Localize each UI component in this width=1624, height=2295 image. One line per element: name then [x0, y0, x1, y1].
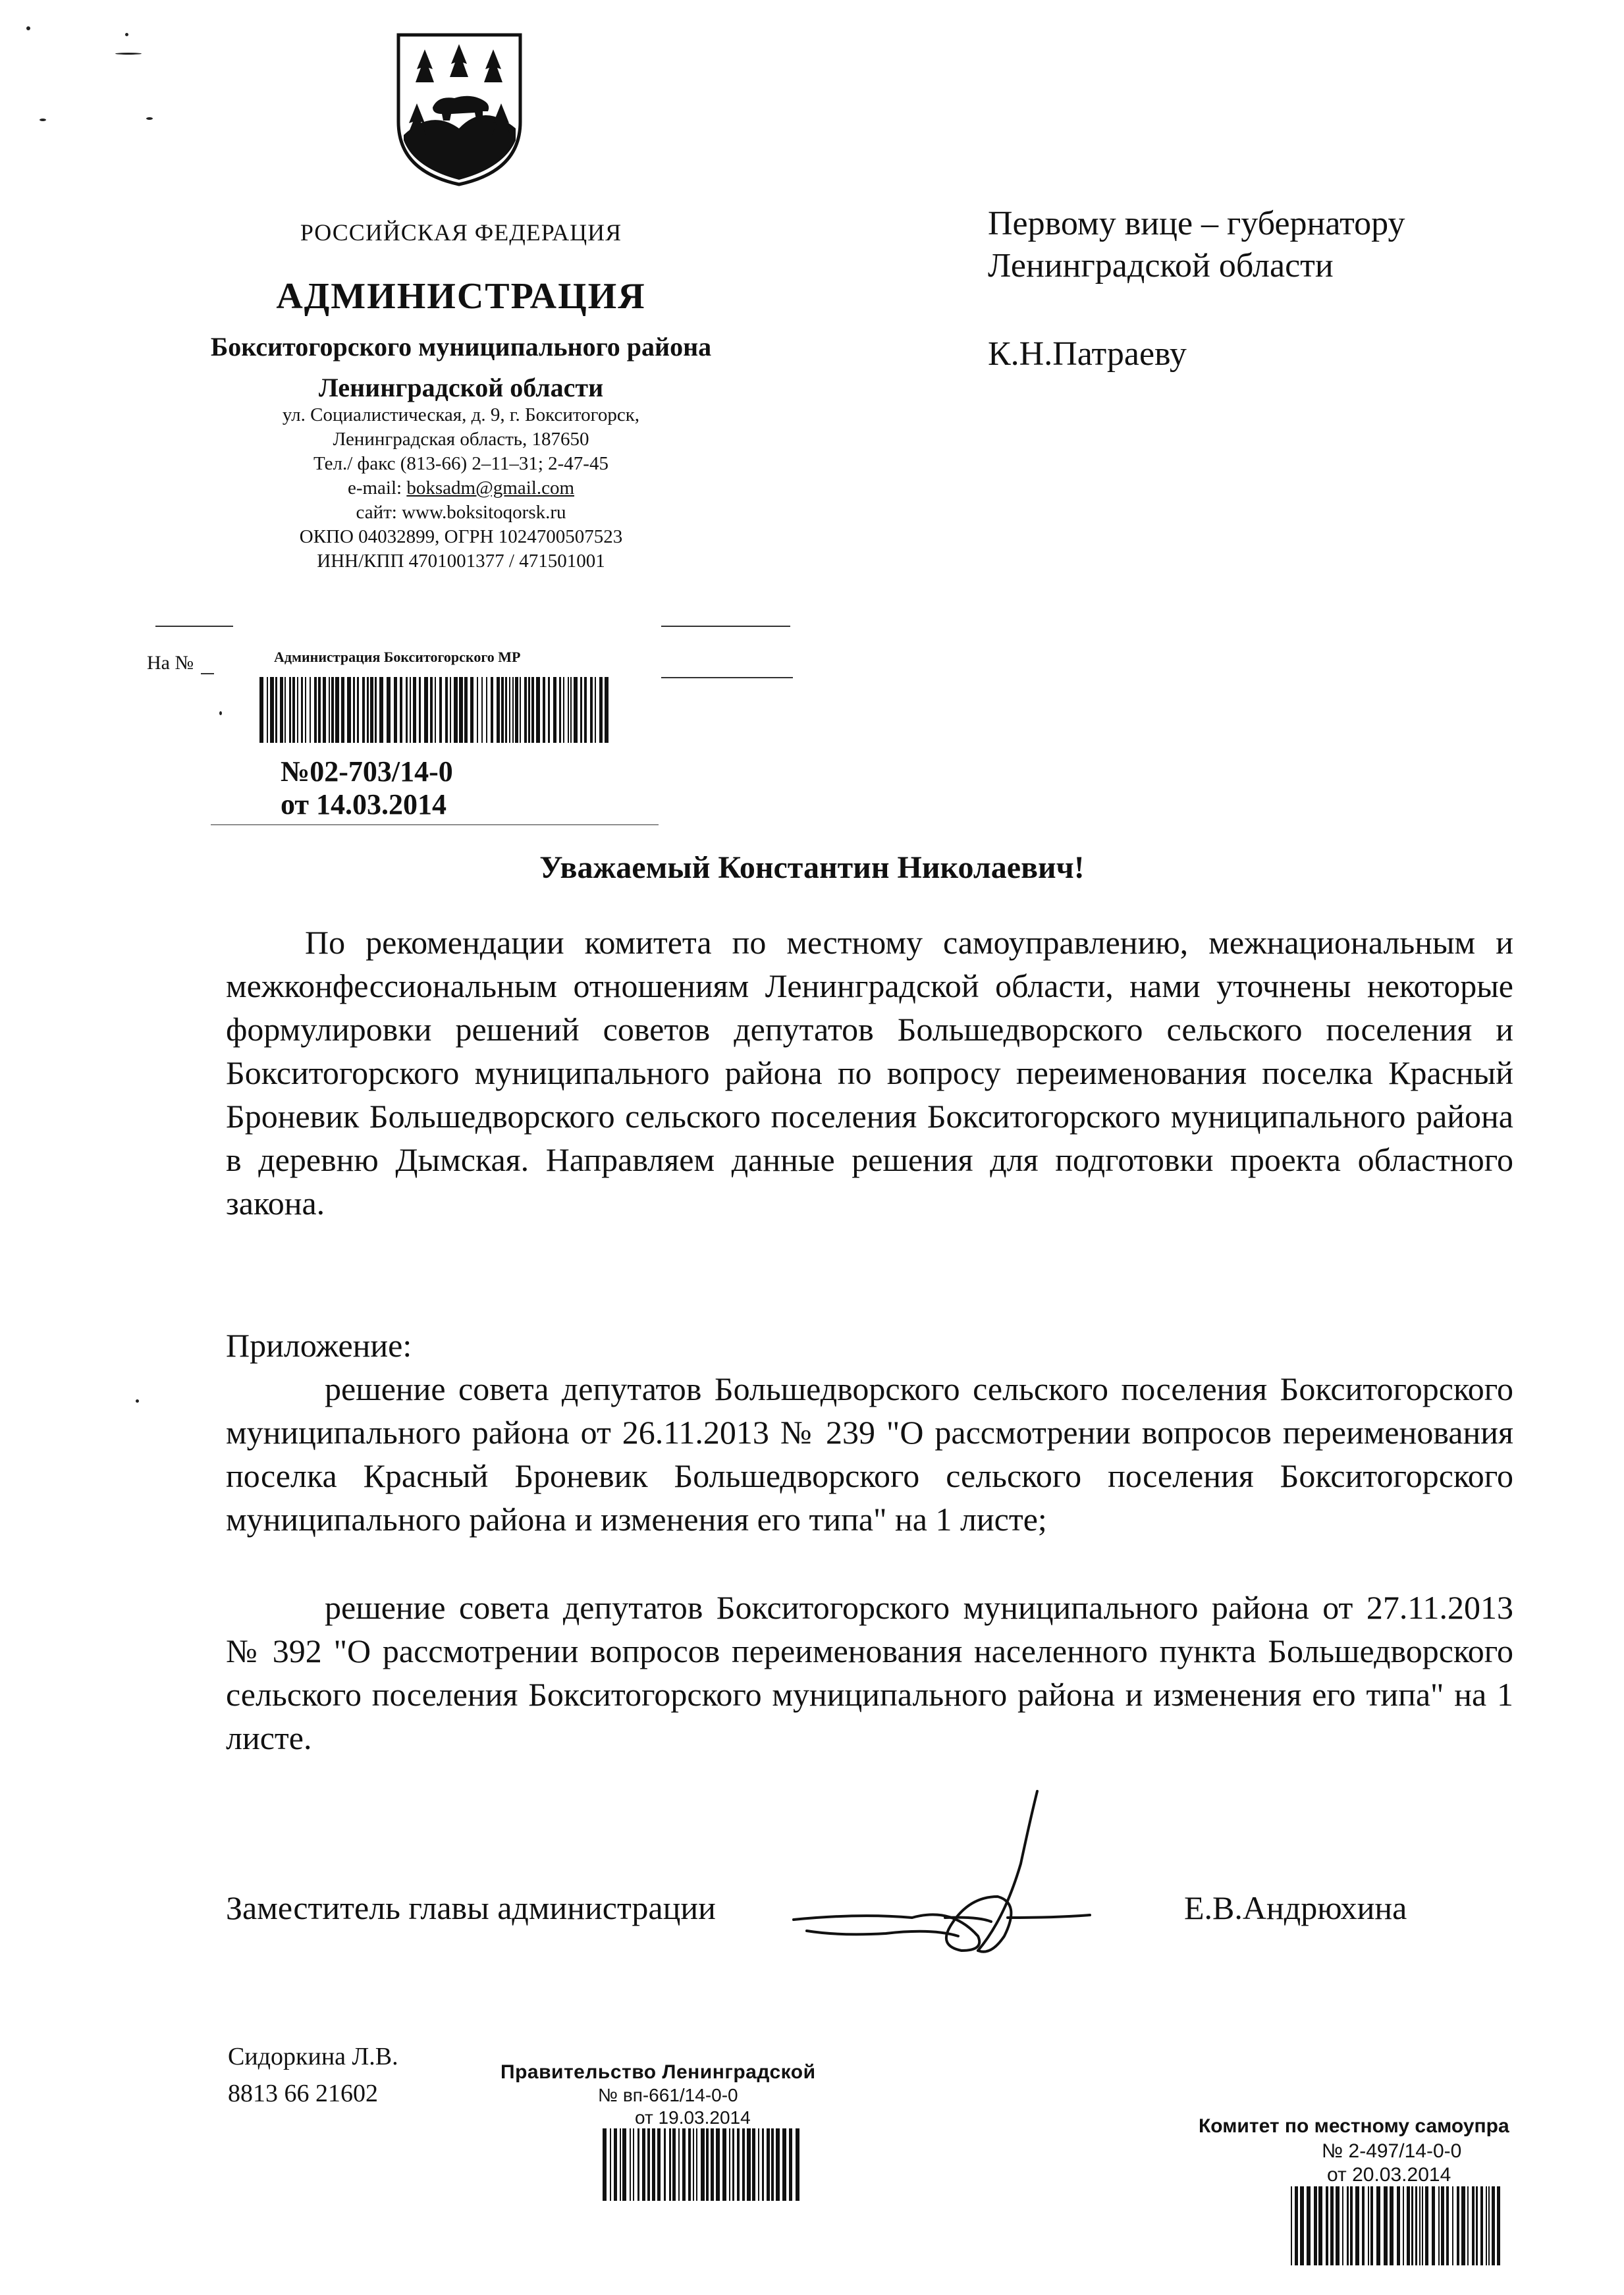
appendix-item: решение совета депутатов Большедворского сельского поселения Бокситогорского муниципального района от 26.11.2013 № 239 "О рассмотрении вопросов переименования поселка Красный Броневик Большедворского сельского поселения Бокситогорского муниципального района и изменения его типа" на 1 листе;: [226, 1370, 1513, 1538]
barcode-bar: [439, 677, 442, 743]
barcode-bar: [454, 677, 458, 743]
barcode-bar: [559, 677, 561, 743]
barcode-bar: [737, 2128, 740, 2201]
scan-artifact: [115, 53, 142, 55]
barcode-bar: [481, 677, 483, 743]
barcode-bar: [413, 677, 416, 743]
barcode-bar: [603, 2128, 607, 2201]
barcode-bar: [445, 677, 448, 743]
barcode-bar: [620, 2128, 621, 2201]
barcode-bar: [367, 677, 369, 743]
divider: [661, 677, 793, 678]
barcode-bar: [347, 677, 351, 743]
barcode-bar: [647, 2128, 650, 2201]
signatory-title: Заместитель главы администрации: [226, 1889, 716, 1926]
barcode-bar: [509, 677, 510, 743]
barcode-bar: [329, 677, 330, 743]
barcode-bar: [419, 677, 421, 743]
okpo-ogrn: ОКПО 04032899, ОГРН 1024700507523: [299, 526, 623, 547]
coat-of-arms-icon: [392, 30, 527, 188]
barcode-bar: [637, 2128, 639, 2201]
barcode-bar: [732, 2128, 734, 2201]
barcode-bar: [1441, 2186, 1444, 2265]
organization-subtitle-line1: Бокситогорского муниципального района: [210, 332, 712, 362]
barcode-bar: [501, 677, 504, 743]
scan-artifact: [146, 117, 153, 120]
barcode-bar: [1492, 2186, 1495, 2265]
barcode-bar: [1432, 2186, 1435, 2265]
barcode-bar: [450, 677, 451, 743]
barcode-bar: [486, 677, 487, 743]
country-name: РОССИЙСКАЯ ФЕДЕРАЦИЯ: [300, 219, 622, 246]
barcode-bar: [771, 2128, 774, 2201]
barcode-bar: [1326, 2186, 1328, 2265]
barcode-bar: [353, 677, 355, 743]
barcode-bar: [722, 2128, 726, 2201]
barcode-bar: [406, 677, 408, 743]
barcode-bar: [599, 677, 603, 743]
barcode-bar: [1476, 2186, 1478, 2265]
reference-number-line: [201, 673, 214, 674]
barcode-bar: [543, 677, 545, 743]
barcode-bar: [776, 2128, 780, 2201]
barcode-bar: [323, 677, 326, 743]
barcode-bar: [1497, 2186, 1500, 2265]
incoming-stamp-date: от 19.03.2014: [635, 2107, 751, 2128]
barcode-bar: [574, 677, 578, 743]
barcode-bar: [470, 677, 474, 743]
barcode-bar: [1342, 2186, 1343, 2265]
barcode-bar: [747, 2128, 751, 2201]
email-label: e-mail:: [347, 477, 407, 499]
barcode-bar: [548, 677, 550, 743]
addressee-name: К.Н.Патраеву: [988, 335, 1187, 373]
barcode-bar: [553, 677, 556, 743]
barcode-bar: [1472, 2186, 1475, 2265]
barcode: [1291, 2186, 1502, 2265]
barcode-bar: [301, 677, 303, 743]
barcode-bar: [497, 677, 500, 743]
barcode: [259, 677, 609, 743]
barcode-bar: [289, 677, 291, 743]
barcode-bar: [280, 677, 283, 743]
barcode-bar: [789, 2128, 792, 2201]
inn-kpp: ИНН/КПП 4701001377 / 471501001: [317, 551, 605, 572]
executor-info: [228, 2038, 398, 2112]
barcode-bar: [716, 2128, 720, 2201]
barcode-bar: [1330, 2186, 1334, 2265]
barcode-bar: [711, 2128, 714, 2201]
phone-fax: Тел./ факс (813-66) 2–11–31; 2-47-45: [313, 453, 609, 474]
organization-subtitle: [112, 327, 810, 408]
barcode-bar: [464, 677, 468, 743]
barcode-bar: [1307, 2186, 1311, 2265]
barcode-bar: [477, 677, 478, 743]
addressee-line2: Ленинградской области: [988, 247, 1334, 284]
executor-phone: 8813 66 21602: [228, 2080, 378, 2107]
barcode-bar: [1419, 2186, 1421, 2265]
barcode-bar: [1300, 2186, 1304, 2265]
barcode-bar: [642, 2128, 645, 2201]
incoming-stamp-number: № вп-661/14-0-0: [598, 2085, 738, 2105]
signatory-name: Е.В.Андрюхина: [1184, 1889, 1407, 1926]
barcode-bar: [669, 2128, 671, 2201]
barcode-bar: [524, 677, 527, 743]
barcode-bar: [678, 2128, 680, 2201]
incoming-stamp-date: от 20.03.2014: [1327, 2164, 1451, 2186]
executor-name: Сидоркина Л.В.: [228, 2043, 398, 2070]
address-line2: Ленинградская область, 187650: [333, 429, 589, 450]
barcode-bar: [762, 2128, 764, 2201]
barcode-bar: [1467, 2186, 1469, 2265]
barcode-bar: [742, 2128, 745, 2201]
barcode-bar: [1457, 2186, 1459, 2265]
barcode-bar: [1295, 2186, 1298, 2265]
barcode-bar: [512, 677, 514, 743]
barcode-bar: [767, 2128, 770, 2201]
letter-paragraph: По рекомендации комитета по местному самоуправлению, межнациональным и межконфессиональным отношениям Ленинградской области, нами уточнены некоторые формулировки решений советов депутатов Большедворского сельского поселения и Бокситогорского муниципального района по вопросу переименования поселка Красный Броневик Большедворского сельского поселения Бокситогорского муниципального района в деревню Дымская. Направляем данные решения для подготовки проекта областного закона.: [226, 924, 1513, 1222]
barcode-bar: [341, 677, 344, 743]
handwritten-signature: [780, 1778, 1123, 1976]
barcode-bar: [357, 677, 359, 743]
barcode-bar: [370, 677, 373, 743]
scan-artifact: [125, 33, 128, 36]
barcode-bar: [657, 2128, 661, 2201]
barcode-bar: [318, 677, 321, 743]
barcode-bar: [400, 677, 402, 743]
website: сайт: www.boksitoqorsk.ru: [356, 502, 566, 523]
barcode-bar: [424, 677, 428, 743]
barcode-bar: [610, 2128, 611, 2201]
barcode-bar: [672, 2128, 676, 2201]
barcode-bar: [394, 677, 397, 743]
barcode-bar: [605, 677, 609, 743]
addressee-position: [988, 203, 1405, 287]
barcode-bar: [1314, 2186, 1317, 2265]
registration-number: №02-703/14-0: [281, 755, 453, 788]
barcode-bar: [614, 2128, 617, 2201]
barcode-bar: [752, 2128, 755, 2201]
barcode-bar: [1336, 2186, 1340, 2265]
barcode-bar: [584, 677, 587, 743]
registration-stamp-org: Администрация Бокситогорского МР: [274, 649, 521, 665]
barcode-bar: [331, 677, 334, 743]
barcode-bar: [528, 677, 530, 743]
organization-subtitle-line2: Ленинградской области: [318, 373, 604, 402]
barcode-bar: [729, 2128, 730, 2201]
barcode-bar: [1370, 2186, 1373, 2265]
barcode-bar: [267, 677, 268, 743]
barcode-bar: [505, 677, 507, 743]
barcode-bar: [580, 677, 582, 743]
barcode-bar: [1376, 2186, 1380, 2265]
barcode-bar: [379, 677, 383, 743]
scan-artifact: [219, 711, 222, 715]
barcode-bar: [1291, 2186, 1292, 2265]
email-row: [112, 476, 810, 500]
barcode-bar: [1486, 2186, 1487, 2265]
barcode-bar: [701, 2128, 705, 2201]
barcode-bar: [706, 2128, 709, 2201]
salutation: Уважаемый Константин Николаевич!: [539, 850, 1085, 885]
barcode-bar: [515, 677, 518, 743]
barcode-bar: [630, 2128, 631, 2201]
barcode-bar: [335, 677, 339, 743]
barcode-bar: [1368, 2186, 1369, 2265]
barcode-bar: [1415, 2186, 1417, 2265]
barcode-bar: [758, 2128, 759, 2201]
barcode-bar: [284, 677, 286, 743]
barcode-bar: [259, 677, 263, 743]
address-line1: ул. Социалистическая, д. 9, г. Бокситогорск,: [282, 404, 640, 425]
organization-title: АДМИНИСТРАЦИЯ: [276, 276, 646, 317]
barcode-bar: [664, 2128, 666, 2201]
barcode-bar: [314, 677, 317, 743]
incoming-stamp-number: № 2-497/14-0-0: [1322, 2140, 1462, 2162]
barcode-bar: [520, 677, 521, 743]
barcode-bar: [563, 677, 564, 743]
barcode-bar: [622, 2128, 626, 2201]
barcode-bar: [387, 677, 391, 743]
barcode-bar: [292, 677, 295, 743]
divider: [661, 626, 790, 627]
barcode-bar: [570, 677, 572, 743]
barcode-bar: [652, 2128, 655, 2201]
barcode-bar: [633, 2128, 634, 2201]
barcode-bar: [270, 677, 274, 743]
addressee-line1: Первому вице – губернатору: [988, 205, 1405, 242]
barcode-bar: [491, 677, 493, 743]
barcode-bar: [297, 677, 298, 743]
barcode-bar: [1355, 2186, 1359, 2265]
barcode-bar: [1425, 2186, 1428, 2265]
barcode-bar: [1390, 2186, 1394, 2265]
barcode-bar: [1407, 2186, 1410, 2265]
barcode-bar: [782, 2128, 786, 2201]
barcode-bar: [531, 677, 534, 743]
barcode-bar: [275, 677, 277, 743]
barcode-bar: [1350, 2186, 1353, 2265]
barcode-bar: [362, 677, 365, 743]
barcode-bar: [1362, 2186, 1365, 2265]
appendix-label: Приложение:: [226, 1327, 412, 1364]
registration-date: от 14.03.2014: [281, 788, 447, 821]
barcode-bar: [1422, 2186, 1423, 2265]
barcode-bar: [693, 2128, 694, 2201]
barcode-bar: [696, 2128, 697, 2201]
barcode-bar: [1318, 2186, 1322, 2265]
barcode-bar: [1347, 2186, 1349, 2265]
barcode-bar: [1438, 2186, 1440, 2265]
scan-artifact: [26, 26, 30, 30]
barcode-bar: [1461, 2186, 1465, 2265]
barcode-bar: [1411, 2186, 1413, 2265]
barcode-bar: [459, 677, 463, 743]
barcode-bar: [1384, 2186, 1388, 2265]
organization-contacts: [112, 403, 810, 574]
barcode-bar: [1488, 2186, 1490, 2265]
scan-artifact: [136, 1399, 139, 1403]
barcode-bar: [536, 677, 540, 743]
barcode-bar: [310, 677, 311, 743]
incoming-stamp-title: Комитет по местному самоупра: [1199, 2115, 1509, 2137]
barcode-bar: [305, 677, 306, 743]
barcode-bar: [682, 2128, 686, 2201]
email-link[interactable]: boksadm@gmail.com: [406, 477, 575, 499]
barcode-bar: [1403, 2186, 1404, 2265]
barcode-bar: [410, 677, 411, 743]
barcode-bar: [430, 677, 433, 743]
appendix-item: решение совета депутатов Бокситогорского муниципального района от 27.11.2013 № 392 "О рассмотрении вопросов переименования населенного пункта Большедворского сельского поселения Бокситогорского муниципального района и изменения его типа" на 1 листе.: [226, 1589, 1513, 1756]
barcode-bar: [375, 677, 377, 743]
barcode-bar: [1446, 2186, 1449, 2265]
scan-artifact: [40, 119, 46, 121]
barcode-bar: [595, 677, 596, 743]
barcode-bar: [1480, 2186, 1483, 2265]
barcode-bar: [1397, 2186, 1400, 2265]
barcode-bar: [435, 677, 436, 743]
incoming-stamp-title: Правительство Ленинградской: [501, 2061, 816, 2083]
reference-number-label: На №: [147, 652, 194, 674]
barcode-bar: [796, 2128, 799, 2201]
divider: [155, 626, 233, 627]
barcode-bar: [590, 677, 593, 743]
barcode: [603, 2128, 800, 2201]
barcode-bar: [1452, 2186, 1453, 2265]
barcode-bar: [688, 2128, 691, 2201]
divider: [211, 824, 659, 825]
barcode-bar: [568, 677, 569, 743]
